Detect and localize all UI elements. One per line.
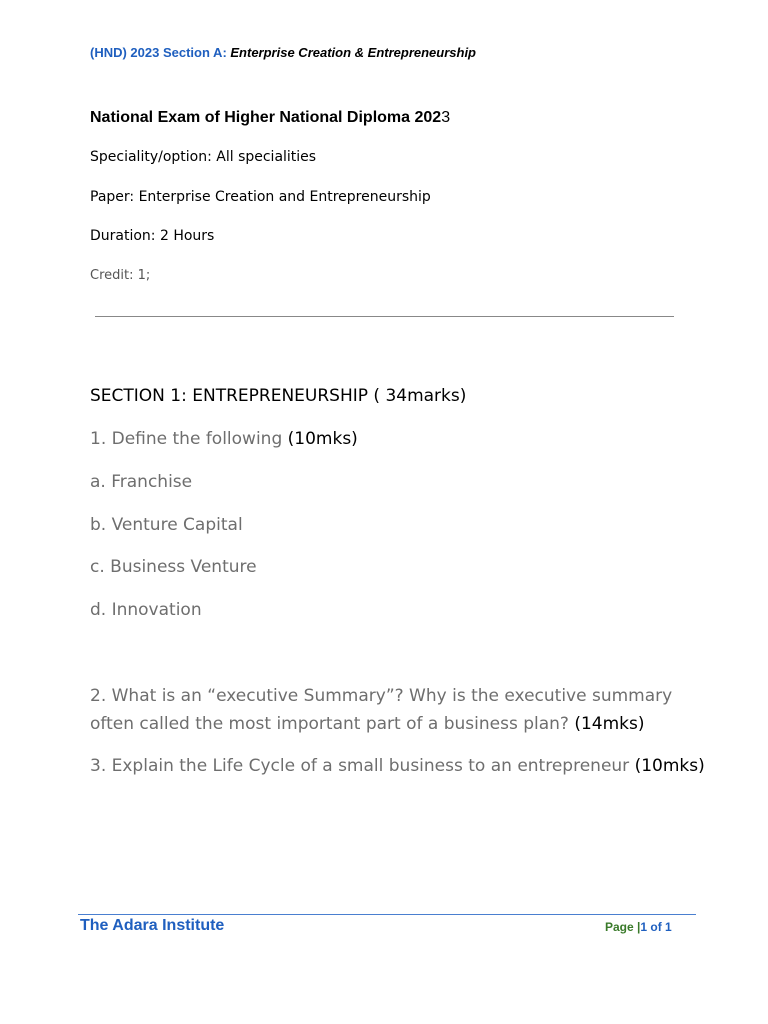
- paper-line: Paper: Enterprise Creation and Entrepreneurship: [90, 189, 431, 205]
- credit-line: Credit: 1;: [90, 268, 151, 283]
- page-number-value: 1 of 1: [640, 920, 672, 934]
- question-3-text: 3. Explain the Life Cycle of a small business to an entrepreneur: [90, 756, 635, 776]
- question-2-marks: (14mks): [574, 714, 645, 734]
- document-header: [90, 45, 476, 60]
- question-1-text: 1. Define the following: [90, 429, 288, 449]
- speciality-line: Speciality/option: All specialities: [90, 149, 317, 165]
- footer-rule: [78, 914, 696, 915]
- question-3: [90, 756, 705, 776]
- question-1-item-d: d. Innovation: [90, 600, 202, 620]
- question-1-item-b: b. Venture Capital: [90, 515, 243, 535]
- question-1-item-c: c. Business Venture: [90, 557, 257, 577]
- question-3-marks: (10mks): [634, 756, 705, 776]
- question-1-marks: (10mks): [287, 429, 358, 449]
- exam-title-main: National Exam of Higher National Diploma 202: [90, 109, 442, 126]
- question-1-item-a: a. Franchise: [90, 472, 193, 492]
- page-number: [605, 920, 672, 934]
- page-label: Page |: [605, 920, 641, 934]
- header-prefix: (HND) 2023 Section A:: [90, 45, 231, 60]
- institute-name: The Adara Institute: [80, 917, 225, 934]
- duration-line: Duration: 2 Hours: [90, 228, 215, 244]
- exam-title-last-digit: 3: [441, 109, 451, 126]
- header-subject: Enterprise Creation & Entrepreneurship: [230, 45, 477, 60]
- horizontal-divider: [95, 316, 674, 317]
- section-heading: SECTION 1: ENTREPRENEURSHIP ( 34marks): [90, 386, 467, 406]
- question-1: [90, 429, 358, 449]
- question-2: [90, 682, 690, 738]
- question-2-text: 2. What is an “executive Summary”? Why is the executive summary often called the most important part of a business plan?: [90, 686, 673, 734]
- exam-title: [90, 109, 450, 127]
